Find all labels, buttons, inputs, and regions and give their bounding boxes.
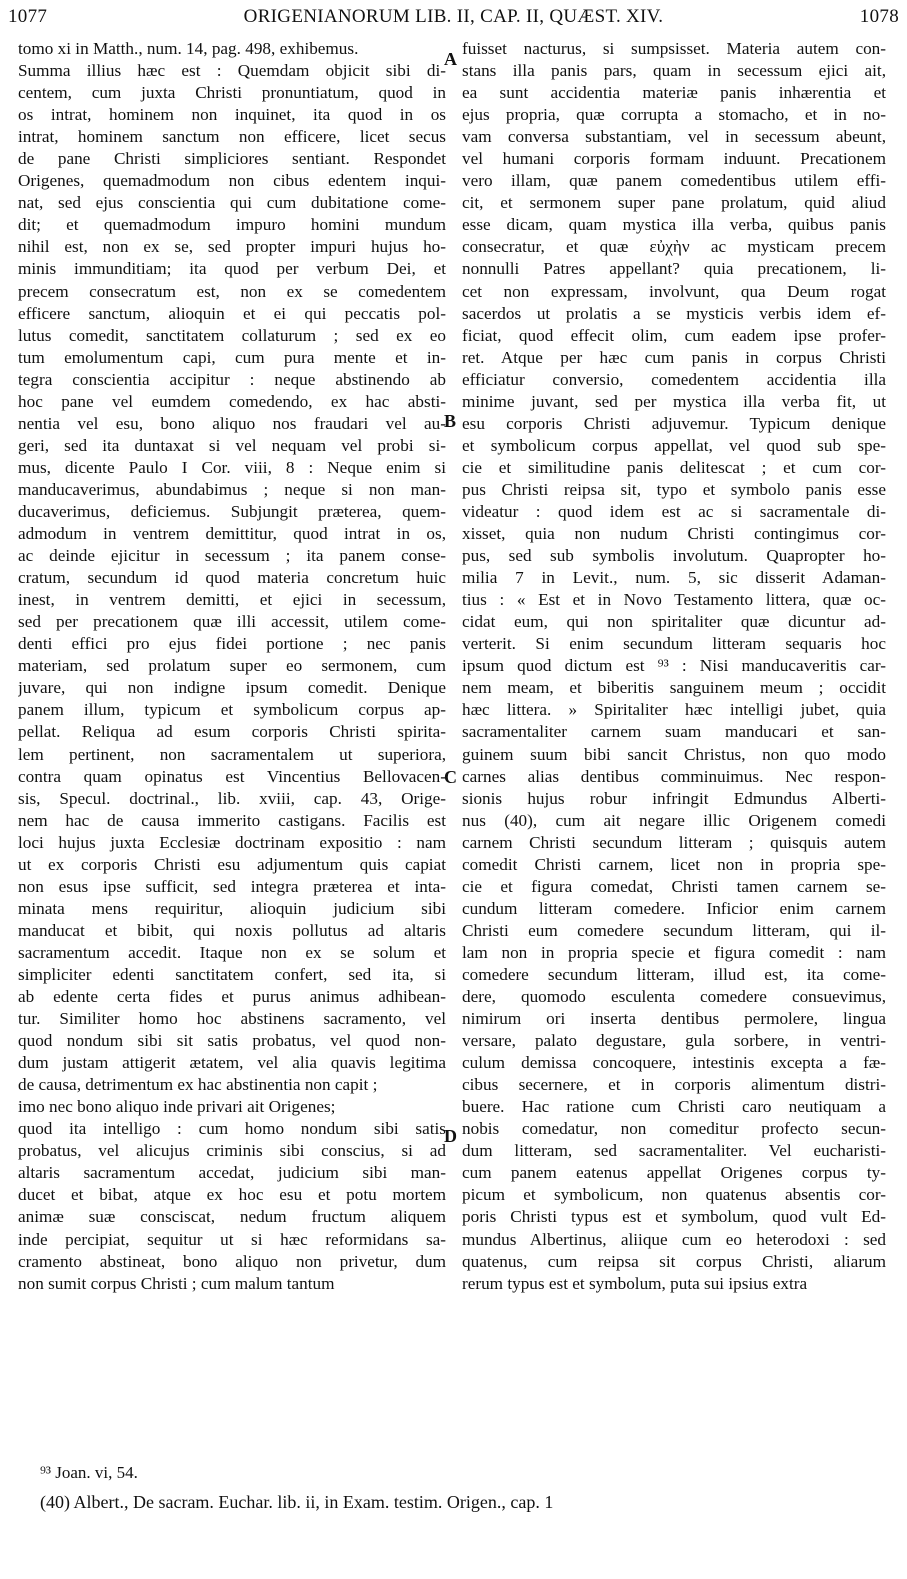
left-column-line: centem, cum juxta Christi pronuntiatum, quod in (18, 83, 446, 103)
right-column-line: cundum litteram comedere. Inficior enim carnem (462, 898, 886, 918)
right-column-line: cidat eum, qui non spiritaliter quæ dicuntur ad- (462, 612, 886, 632)
left-column-line: mus, dicente Paulo I Cor. viii, 8 : Neque enim si (18, 457, 446, 477)
left-column-line: sacramentum accedit. Itaque non ex se solum et (18, 942, 446, 962)
right-column-line: minime juvant, sed per mystica illa verba fit, ut (462, 391, 886, 411)
left-column-line: manducat et bibit, qui noxis pollutus ad altaris (18, 920, 446, 940)
right-column-line: videatur : quod idem est ac si sacramentale di- (462, 501, 886, 521)
left-column-line: minis immunditiam; ita quod per verbum Dei, et (18, 259, 446, 279)
left-column-line: loci hujus juxta Ecclesiæ doctrinam expositio : nam (18, 832, 446, 852)
left-column-line: tomo xi in Matth., num. 14, pag. 498, exhibemus. (18, 39, 359, 58)
left-column-line: denti effici pro ejus fidei portione ; nec panis (18, 634, 446, 654)
right-column-line: nem meam, et biberitis sanguinem meum ; occidit (462, 678, 886, 698)
left-column-line: simpliciter edenti sanctitatem confert, sed ita, si (18, 964, 446, 984)
right-column-line: sacramentaliter carnem suam manducari et san- (462, 722, 886, 742)
left-column-line: inest, in ventrem demitti, et ejici in secessum, (18, 590, 446, 610)
right-column-line: sacerdos ut prolatis a se mysticis verbis idem ef- (462, 303, 886, 323)
margin-letter-b: B (444, 411, 457, 431)
margin-letter-c: C (444, 767, 457, 787)
right-column-line: vero illam, quæ panem comedentibus utilem effi- (462, 171, 886, 191)
right-column-line: sionis hujus robur infringit Edmundus Alberti- (462, 788, 886, 808)
right-column-line: consecratur, et quæ εὐχὴν ac mysticam precem (462, 237, 886, 257)
right-column-line: comedere secundum litteram, illud est, ita come- (462, 964, 886, 984)
left-column-line: quod nondum sibi sit satis probatus, vel quod non- (18, 1031, 446, 1051)
right-column-line: picum et symbolicum, non quatenus absentis cor- (462, 1185, 886, 1205)
right-column-line: cit, et sermonem super pane prolatum, quid aliud (462, 193, 886, 213)
left-column-line: dum justam attigerit ætatem, vel alia quavis legitima (18, 1053, 446, 1073)
running-title: ORIGENIANORUM LIB. II, CAP. II, QUÆST. XIV. (243, 6, 664, 27)
left-column-line: Summa illius hæc est : Quemdam objicit sibi di- (18, 61, 446, 81)
right-column-line: rerum typus est et symbolum, puta sui ipsius extra (462, 1273, 808, 1293)
left-column-line: quod ita intelligo : cum homo nondum sibi satis (18, 1119, 446, 1139)
left-column-line: ducet et bibat, atque ex hoc esu et potu mortem (18, 1185, 446, 1205)
left-column-line: non sumit corpus Christi ; cum malum tantum (18, 1273, 335, 1293)
right-column-line: buere. Hac ratione cum Christi caro neutiquam a (462, 1097, 886, 1117)
running-header (8, 6, 899, 30)
left-column-line: lutus comedit, sanctitatem collaturum ; sed ex eo (18, 325, 446, 345)
right-column-line: verterit. Si enim secundum litteram sequaris hoc (462, 634, 886, 654)
left-column-line: de causa, detrimentum ex hac abstinentia non capit ; (18, 1075, 378, 1095)
left-column-line: imo nec bono aliquo inde privari ait Origenes; (18, 1097, 336, 1117)
right-column-line: ea sunt accidentia materiæ panis inhærentia et (462, 83, 886, 103)
right-column-line: cie et similitudine panis delitescat ; et cum cor- (462, 457, 886, 477)
left-column-line: geri, sed ita duntaxat si vel nequam vel probi si- (18, 435, 446, 455)
left-column-line: materiam, sed prolatum super eo sermonem, cum (18, 656, 446, 676)
right-column-line: versare, palato degustare, gula sorbere, in ventri- (462, 1031, 886, 1051)
left-column-line: inde percipiat, sequitur ut si hæc reformidans sa- (18, 1229, 446, 1249)
left-column-line: juvare, qui non indigne ipsum comedit. Denique (18, 678, 446, 698)
left-column-line: ac deinde ejicitur in secessum ; ita panem conse- (18, 546, 446, 566)
page-number-left: 1077 (8, 6, 48, 27)
right-column-line: nonnulli Patres appellant? quia precationem, li- (462, 259, 886, 279)
right-column-line: tius : « Est et in Novo Testamento littera, quæ oc- (462, 590, 886, 610)
left-column-line: animæ suæ consciscat, nedum fructum aliquem (18, 1207, 446, 1227)
left-column-line: hoc pane vel eumdem comedendo, ex hac absti- (18, 391, 446, 411)
left-column-line: cramento abstineat, bono aliquo non privetur, dum (18, 1251, 446, 1271)
left-column-line: sis, Specul. doctrinal., lib. xviii, cap. 43, Orige- (18, 788, 446, 808)
right-column-line: cibus secernere, et in corporis alimentum distri- (462, 1075, 886, 1095)
left-column-line: ut ex corporis Christi esu adjumentum quis capiat (18, 854, 446, 874)
right-column-line: pus, sed sub symbolis involutum. Quapropter ho- (462, 546, 886, 566)
left-column-line: sed per precationem quæ illi accessit, utilem come- (18, 612, 446, 632)
left-column-line: lem pertinent, non sacramentalem ut superiora, (18, 744, 446, 764)
left-column-line: dit; et quemadmodum impuro homini mundum (18, 215, 446, 235)
right-column-line: guinem suum bibi sancit Christus, non quo modo (462, 744, 886, 764)
left-column-line: probatus, vel alicujus criminis sibi conscius, si ad (18, 1141, 446, 1161)
right-column-line: hæc littera. » Spiritaliter hæc intelligi jubet, quia (462, 700, 886, 720)
left-column-line: contra quam opinatus est Vincentius Bellovacen- (18, 766, 446, 786)
left-column-line: panem illum, typicum et symbolicum corpus ap- (18, 700, 446, 720)
right-column-line: dere, quomodo esculenta comedere consuevimus, (462, 987, 886, 1007)
right-column-line: milia 7 in Levit., num. 5, sic disserit Adaman- (462, 568, 886, 588)
left-column-line: intrat, hominem sanctum non efficere, licet secus (18, 127, 446, 147)
right-column-line: poris Christi typus est et symbolum, quod vult Ed- (462, 1207, 886, 1227)
right-column-line: cum panem eatenus appellat Origenes corpus ty- (462, 1163, 886, 1183)
right-column-line: stans illa panis pars, quam in secessum ejici ait, (462, 61, 886, 81)
right-column-line: quatenus, cum reipsa sit corpus Christi, aliarum (462, 1251, 886, 1271)
right-column-line: xisset, quia non nudum Christi contingimus cor- (462, 524, 886, 544)
left-column-line: Origenes, quemadmodum non cibus edentem inqui- (18, 171, 446, 191)
right-column-line: fuisset nacturus, si sumpsisset. Materia autem con- (462, 39, 886, 58)
right-column-line: comedit Christi carnem, licet non in propria spe- (462, 854, 886, 874)
right-column-line: nimirum ori inserta dentibus permolere, lingua (462, 1009, 886, 1029)
left-column-line: pellat. Reliqua ad esum corporis Christi spirita- (18, 722, 446, 742)
right-column-line: ipsum quod dictum est ⁹³ : Nisi manducaveritis car- (462, 656, 886, 676)
left-column-line: manducaverimus, abundabimus ; neque si non man- (18, 479, 446, 499)
right-column-line: ficiat, quod effecit olim, cum eadem ipse profer- (462, 325, 886, 345)
left-column-line: minata mens requiritur, alioquin judicium sibi (18, 898, 446, 918)
left-column-line: de pane Christi simpliciores sentiant. Respondet (18, 149, 446, 169)
right-column-line: esse dicam, quam mystica illa verba, quibus panis (462, 215, 886, 235)
right-column-line: et symbolicum corpus appellat, vel quod sub spe- (462, 435, 886, 455)
scripture-footnote: ⁹³ Joan. vi, 54. (40, 1463, 138, 1482)
right-column-line: cie et figura comedat, Christi tamen carnem se- (462, 876, 886, 896)
right-column (462, 38, 886, 1295)
right-column-line: cet non expressam, involvunt, qua Deum rogat (462, 281, 886, 301)
left-column-line: os intrat, hominem non inquinet, ita quod in os (18, 105, 446, 125)
left-column-line: nentia vel esu, bono aliquo nos fraudari vel au- (18, 413, 446, 433)
left-column-line: nem hac de causa immerito castigans. Facilis est (18, 810, 446, 830)
right-column-line: vam conversa substantiam, vel in secessum abeunt, (462, 127, 886, 147)
left-column-line: tum emolumentum capi, cum pura mente et in- (18, 347, 446, 367)
right-column-line: ejus propria, quæ corrupta a stomacho, et in no- (462, 105, 886, 125)
page-number-right: 1078 (859, 6, 899, 27)
left-column-line: altaris sacramentum accedat, judicium sibi man- (18, 1163, 446, 1183)
right-column-line: carnes alias dentibus comminuimus. Nec respon- (462, 766, 886, 786)
left-column-line: ab edente certa fides et purus animus adhibean- (18, 987, 446, 1007)
footnote-40: (40) Albert., De sacram. Euchar. lib. ii, in Exam. testim. Origen., cap. 1 (40, 1492, 554, 1512)
left-column-line: ducaverimus, deficiemus. Subjungit præterea, quem- (18, 501, 446, 521)
left-column-line: tegra conscientia accipitur : neque abstinendo ab (18, 369, 446, 389)
left-column-line: non esus ipse sufficit, sed integra præterea et inta- (18, 876, 446, 896)
left-column (18, 38, 446, 1295)
left-column-line: tur. Similiter homo hoc abstinens sacramento, vel (18, 1009, 446, 1029)
right-column-line: vel humani corporis formam induunt. Precationem (462, 149, 886, 169)
right-column-line: pus Christi reipsa sit, typo et symbolo panis esse (462, 479, 886, 499)
right-column-line: esu corporis Christi adjuvemur. Typicum denique (462, 413, 886, 433)
right-column-line: mundus Albertinus, aliique cum eo heterodoxi : sed (462, 1229, 886, 1249)
margin-letter-a: A (444, 49, 457, 69)
right-column-line: lam non in propria specie et figura comedit : nam (462, 942, 886, 962)
left-column-line: nihil est, non ex se, sed propter impuri hujus ho- (18, 237, 446, 257)
left-column-line: cratum, secundum id quod materia concretum huic (18, 568, 446, 588)
right-column-line: Christi eum comedere secundum litteram, qui il- (462, 920, 886, 940)
right-column-line: ret. Atque per hæc cum panis in corpus Christi (462, 347, 886, 367)
left-column-line: precem consecratum est, non ex se comedentem (18, 281, 446, 301)
right-column-line: nus (40), cum ait negare illic Origenem comedi (462, 810, 886, 830)
right-column-line: efficiatur conversio, comedentem accidentia illa (462, 369, 886, 389)
right-column-line: nobis comedatur, non comeditur profecto secun- (462, 1119, 886, 1139)
left-column-line: nat, sed ejus conscientia qui cum dubitatione come- (18, 193, 446, 213)
right-column-line: culum demissa concoquere, intestinis excepta a fæ- (462, 1053, 886, 1073)
left-column-line: admodum in ventrem demittitur, quod intrat in os, (18, 524, 446, 544)
margin-letter-d: D (444, 1126, 457, 1146)
left-column-line: efficere sanctum, alioquin et ei qui peccatis pol- (18, 303, 446, 323)
right-column-line: dum litteram, sed sacramentaliter. Vel eucharisti- (462, 1141, 886, 1161)
right-column-line: carnem Christi secundum litteram ; quisquis autem (462, 832, 886, 852)
